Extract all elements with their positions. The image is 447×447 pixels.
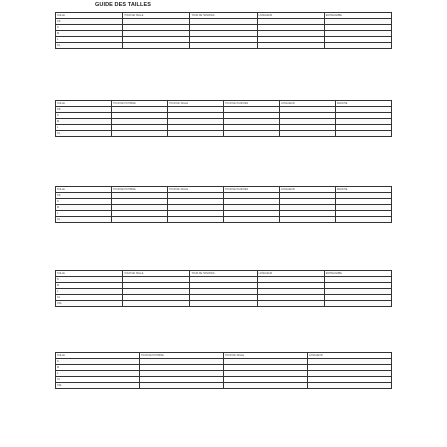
measurement-cell bbox=[308, 383, 392, 389]
measurement-cell bbox=[224, 131, 280, 137]
size-label-cell: XS bbox=[56, 107, 112, 113]
size-label-cell: XS bbox=[56, 193, 112, 199]
measurement-cell bbox=[112, 217, 168, 223]
size-table-5 bbox=[55, 352, 392, 389]
column-header: TOUR DE TAILLE bbox=[123, 271, 190, 277]
size-label-cell: XL bbox=[56, 377, 140, 383]
size-label-cell: M bbox=[56, 365, 140, 371]
size-label-cell: S bbox=[56, 359, 140, 365]
table-row bbox=[56, 43, 392, 49]
column-header: TOUR DE HANCHES bbox=[224, 187, 280, 193]
size-table-4 bbox=[55, 270, 392, 307]
size-label-cell: L bbox=[56, 125, 112, 131]
measurement-cell bbox=[280, 217, 336, 223]
column-header: LONGUEUR bbox=[257, 13, 324, 19]
column-header: TOUR DE TAILLE bbox=[123, 13, 190, 19]
table-row bbox=[56, 131, 392, 137]
size-label-cell: S bbox=[56, 113, 112, 119]
size-label-cell: L bbox=[56, 371, 140, 377]
measurement-cell bbox=[190, 43, 257, 49]
column-header: TAILLE bbox=[56, 271, 123, 277]
column-header: TAILLE bbox=[56, 101, 112, 107]
column-header: MANCHE bbox=[336, 101, 392, 107]
measurement-cell bbox=[190, 301, 257, 307]
size-label-cell: S bbox=[56, 25, 123, 31]
size-label-cell: S bbox=[56, 199, 112, 205]
column-header: LONGUEUR bbox=[308, 353, 392, 359]
measurement-cell bbox=[257, 43, 324, 49]
size-label-cell: XXL bbox=[56, 383, 140, 389]
size-table-1 bbox=[55, 12, 392, 49]
table-row bbox=[56, 301, 392, 307]
column-header: TOUR DE HANCHES bbox=[190, 13, 257, 19]
column-header: TAILLE bbox=[56, 13, 123, 19]
measurement-cell bbox=[168, 131, 224, 137]
column-header: TOUR DE HANCHES bbox=[224, 101, 280, 107]
column-header: TOUR DE TAILLE bbox=[168, 187, 224, 193]
size-label-cell: L bbox=[56, 289, 123, 295]
column-header: LONGUEUR bbox=[280, 187, 336, 193]
table-row bbox=[56, 217, 392, 223]
column-header: ENTREJAMBE bbox=[324, 13, 391, 19]
page-title: GUIDE DES TAILLES bbox=[95, 2, 151, 8]
measurement-cell bbox=[336, 217, 392, 223]
column-header: LONGUEUR bbox=[257, 271, 324, 277]
size-table-3 bbox=[55, 186, 392, 223]
size-label-cell: XXL bbox=[56, 301, 123, 307]
measurement-cell bbox=[112, 131, 168, 137]
column-header: ENTREJAMBE bbox=[324, 271, 391, 277]
column-header: TAILLE bbox=[56, 353, 140, 359]
column-header: TOUR DE POITRINE bbox=[112, 101, 168, 107]
measurement-cell bbox=[224, 383, 308, 389]
size-label-cell: L bbox=[56, 37, 123, 43]
column-header: LONGUEUR bbox=[280, 101, 336, 107]
size-label-cell: M bbox=[56, 31, 123, 37]
column-header: TAILLE bbox=[56, 187, 112, 193]
measurement-cell bbox=[123, 301, 190, 307]
column-header: TOUR DE POITRINE bbox=[140, 353, 224, 359]
measurement-cell bbox=[168, 217, 224, 223]
measurement-cell bbox=[123, 43, 190, 49]
table-row bbox=[56, 383, 392, 389]
measurement-cell bbox=[257, 301, 324, 307]
measurement-cell bbox=[336, 131, 392, 137]
size-label-cell: L bbox=[56, 211, 112, 217]
size-label-cell: M bbox=[56, 283, 123, 289]
measurement-cell bbox=[224, 217, 280, 223]
measurement-cell bbox=[324, 301, 391, 307]
measurement-cell bbox=[140, 383, 224, 389]
size-label-cell: M bbox=[56, 205, 112, 211]
size-label-cell: XS bbox=[56, 19, 123, 25]
size-label-cell: XL bbox=[56, 43, 123, 49]
size-label-cell: M bbox=[56, 119, 112, 125]
size-label-cell: S bbox=[56, 277, 123, 283]
measurement-cell bbox=[324, 43, 391, 49]
size-label-cell: XL bbox=[56, 217, 112, 223]
column-header: TOUR DE HANCHES bbox=[190, 271, 257, 277]
column-header: TOUR DE TAILLE bbox=[224, 353, 308, 359]
column-header: MANCHE bbox=[336, 187, 392, 193]
size-label-cell: XL bbox=[56, 295, 123, 301]
measurement-cell bbox=[280, 131, 336, 137]
size-table-2 bbox=[55, 100, 392, 137]
column-header: TOUR DE POITRINE bbox=[112, 187, 168, 193]
column-header: TOUR DE TAILLE bbox=[168, 101, 224, 107]
size-label-cell: XL bbox=[56, 131, 112, 137]
